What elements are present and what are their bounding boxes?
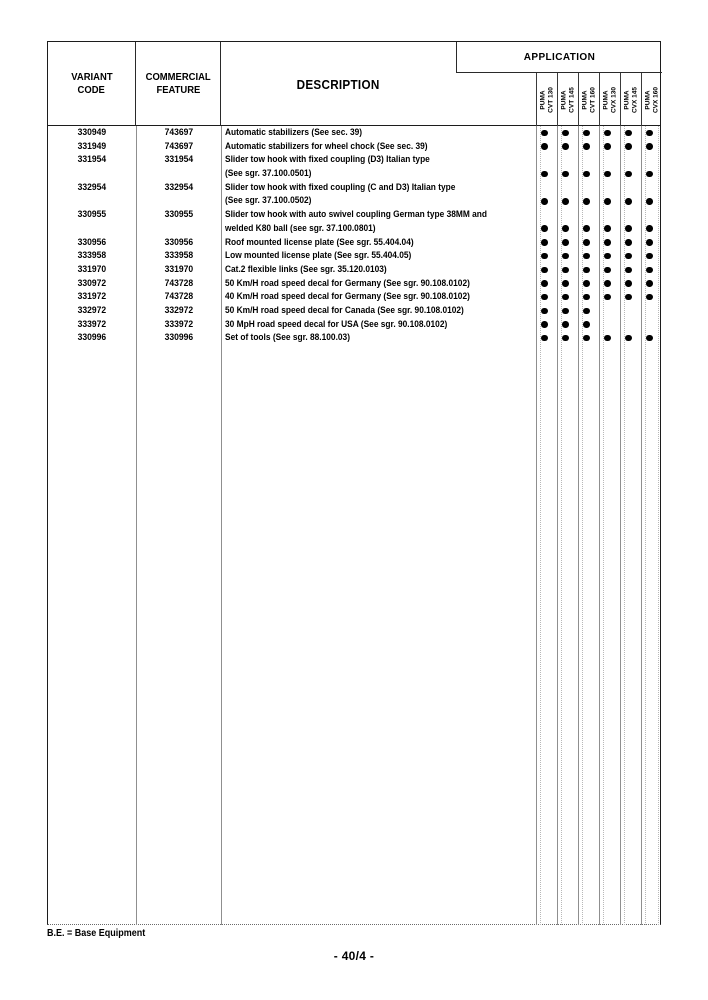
application-dot	[646, 294, 653, 301]
application-dot	[541, 321, 548, 328]
application-dot	[562, 267, 569, 274]
application-mark-slot	[639, 126, 660, 140]
application-dot	[541, 253, 548, 260]
application-mark-slot	[618, 140, 639, 154]
application-dot	[583, 294, 590, 301]
description-line: 50 Km/H road speed decal for Canada (See sgr. 90.108.0102)	[225, 304, 464, 316]
application-dot	[646, 253, 653, 260]
application-dot	[604, 198, 611, 205]
table-row	[48, 249, 660, 263]
application-dot	[625, 280, 632, 287]
application-mark-slot	[576, 318, 597, 332]
application-dot	[541, 225, 548, 232]
variant-code-cell: 330949	[77, 127, 107, 138]
application-marks	[534, 304, 660, 318]
application-mark-slot	[597, 290, 618, 304]
application-mark-slot	[597, 167, 618, 181]
commercial-feature-cell: 743697	[164, 140, 193, 152]
variant-code-header-line2: CODE	[77, 84, 106, 96]
table-row	[48, 126, 660, 140]
application-column-header-label: PUMA CVX 160	[644, 86, 659, 113]
application-column-header-6	[641, 73, 662, 126]
application-dot	[646, 267, 653, 274]
application-dot	[562, 225, 569, 232]
variant-code-cell: 330955	[77, 209, 107, 221]
description-cell	[225, 208, 530, 235]
application-mark-slot	[597, 140, 618, 154]
application-mark-slot	[534, 236, 555, 250]
application-mark-slot	[576, 236, 597, 250]
description-cell	[225, 181, 530, 208]
description-line: welded K80 ball (see sgr. 37.100.0801)	[225, 222, 376, 234]
application-mark-slot	[618, 126, 639, 140]
application-dot	[604, 171, 611, 178]
application-mark-slot	[576, 331, 597, 345]
application-column-header-label: PUMA CVT 130	[539, 86, 554, 113]
application-mark-slot	[618, 331, 639, 345]
description-cell	[225, 277, 530, 291]
variant-code-cell: 332954	[77, 181, 107, 193]
application-mark-slot	[576, 222, 597, 236]
description-line: Slider tow hook with fixed coupling (D3) Italian type	[225, 154, 430, 166]
application-mark-slot	[618, 277, 639, 291]
description-cell	[225, 304, 530, 318]
description-cell	[225, 140, 530, 154]
application-dot	[541, 267, 548, 274]
application-mark-slot	[555, 126, 576, 140]
application-dot	[541, 294, 548, 301]
application-header-box	[456, 42, 662, 73]
application-marks	[534, 249, 660, 263]
table-row	[48, 181, 660, 208]
application-column-header-2	[557, 73, 578, 126]
application-column-header-1	[536, 73, 557, 126]
application-dot	[541, 198, 548, 205]
application-dot	[625, 253, 632, 260]
application-dot	[583, 239, 590, 246]
table-row	[48, 318, 660, 332]
table-row	[48, 331, 660, 345]
application-marks	[534, 290, 660, 304]
application-column-header-3	[578, 73, 599, 126]
application-dot	[604, 253, 611, 260]
description-line: Low mounted license plate (See sgr. 55.404.05)	[225, 250, 412, 262]
application-marks	[534, 222, 660, 236]
application-mark-slot	[555, 263, 576, 277]
application-mark-slot	[576, 249, 597, 263]
variant-code-cell: 332972	[77, 304, 107, 316]
application-dot	[625, 294, 632, 301]
variant-code-cell: 331972	[77, 291, 107, 303]
application-marks	[534, 167, 660, 181]
table-row	[48, 140, 660, 154]
description-line: Automatic stabilizers for wheel chock (See sec. 39)	[225, 140, 428, 152]
application-dot	[583, 143, 590, 150]
application-dot	[562, 171, 569, 178]
description-cell	[225, 290, 530, 304]
application-dot	[541, 171, 548, 178]
application-mark-slot	[555, 194, 576, 208]
application-column-header-4	[599, 73, 620, 126]
application-mark-slot	[576, 126, 597, 140]
application-mark-slot	[618, 194, 639, 208]
application-mark-slot	[597, 222, 618, 236]
commercial-feature-cell: 743728	[164, 277, 193, 289]
application-mark-slot	[618, 167, 639, 181]
application-dot	[625, 198, 632, 205]
application-dot	[646, 143, 653, 150]
application-dot	[625, 130, 632, 137]
application-dot	[646, 239, 653, 246]
application-dot	[583, 321, 590, 328]
application-column-header-label: PUMA CVT 160	[581, 86, 596, 113]
commercial-feature-cell: 332972	[164, 304, 193, 316]
application-mark-slot	[576, 194, 597, 208]
commercial-feature-cell: 330996	[164, 332, 193, 344]
commercial-feature-header-line2: FEATURE	[156, 84, 200, 96]
application-mark-slot	[618, 249, 639, 263]
application-mark-slot	[597, 249, 618, 263]
description-cell	[225, 331, 530, 345]
application-mark-slot	[534, 331, 555, 345]
description-line: (See sgr. 37.100.0502)	[225, 195, 312, 207]
description-cell	[225, 126, 530, 140]
application-mark-slot	[639, 140, 660, 154]
application-mark-slot	[597, 194, 618, 208]
application-column-header-label: PUMA CVT 145	[560, 86, 575, 113]
description-line: Cat.2 flexible links (See sgr. 35.120.0103)	[225, 263, 387, 275]
application-mark-slot	[618, 290, 639, 304]
table-row	[48, 236, 660, 250]
application-mark-slot	[597, 236, 618, 250]
variant-code-cell: 333972	[77, 318, 107, 330]
table-body	[48, 126, 660, 925]
table-row	[48, 208, 660, 235]
application-mark-slot	[534, 290, 555, 304]
application-marks	[534, 318, 660, 332]
application-columns	[536, 73, 662, 126]
application-dot	[583, 171, 590, 178]
application-dot	[583, 308, 590, 315]
description-line: 30 MpH road speed decal for USA (See sgr. 90.108.0102)	[225, 318, 448, 330]
page-number: - 40/4 -	[333, 949, 375, 963]
application-dot	[646, 225, 653, 232]
description-line: 40 Km/H road speed decal for Germany (See sgr. 90.108.0102)	[225, 291, 470, 303]
variant-code-cell: 330996	[77, 332, 107, 344]
variant-code-header	[48, 42, 136, 126]
application-dot	[583, 253, 590, 260]
variant-code-header-line1: VARIANT	[70, 71, 113, 83]
application-dot	[583, 267, 590, 274]
application-mark-slot	[639, 277, 660, 291]
application-mark-slot	[576, 304, 597, 318]
application-dot	[646, 130, 653, 137]
table-row	[48, 290, 660, 304]
application-mark-slot	[534, 167, 555, 181]
table-row	[48, 277, 660, 291]
application-mark-slot-empty	[618, 318, 639, 332]
variant-code-cell: 331954	[77, 154, 107, 166]
description-header	[221, 42, 456, 126]
application-mark-slot	[576, 140, 597, 154]
variant-code-cell: 330972	[77, 277, 107, 289]
application-mark-slot	[555, 249, 576, 263]
application-marks	[534, 236, 660, 250]
application-marks	[534, 126, 660, 140]
application-column-header-5	[620, 73, 641, 126]
application-dot	[562, 308, 569, 315]
application-mark-slot	[597, 263, 618, 277]
application-mark-slot	[639, 167, 660, 181]
description-line: Roof mounted license plate (See sgr. 55.404.04)	[225, 236, 414, 248]
footer-note	[47, 928, 156, 939]
application-header-label: APPLICATION	[523, 51, 596, 63]
application-marks	[534, 277, 660, 291]
description-cell	[225, 318, 530, 332]
application-mark-slot	[534, 222, 555, 236]
application-dot	[562, 239, 569, 246]
application-dot	[541, 239, 548, 246]
commercial-feature-cell: 333958	[164, 250, 193, 262]
application-mark-slot	[639, 331, 660, 345]
commercial-feature-cell: 743697	[164, 127, 193, 138]
description-header-label: DESCRIPTION	[297, 76, 380, 92]
application-dot	[562, 335, 569, 342]
table-header	[48, 42, 660, 126]
table-row	[48, 263, 660, 277]
application-mark-slot	[639, 194, 660, 208]
application-marks	[534, 140, 660, 154]
application-dot	[583, 198, 590, 205]
application-mark-slot	[639, 236, 660, 250]
application-mark-slot	[639, 249, 660, 263]
application-mark-slot	[555, 318, 576, 332]
commercial-feature-cell: 333972	[164, 318, 193, 330]
application-dot	[583, 335, 590, 342]
application-dot	[583, 130, 590, 137]
commercial-feature-cell: 331954	[164, 154, 193, 166]
application-dot	[646, 198, 653, 205]
variant-code-cell: 331949	[77, 140, 107, 152]
description-line: Slider tow hook with auto swivel coupling German type 38MM and	[225, 209, 487, 221]
application-column-header-label: PUMA CVX 130	[602, 86, 617, 113]
application-dot	[604, 267, 611, 274]
application-mark-slot	[534, 263, 555, 277]
application-mark-slot-empty	[639, 318, 660, 332]
application-dot	[604, 335, 611, 342]
description-line: Set of tools (See sgr. 88.100.03)	[225, 332, 351, 344]
application-mark-slot	[576, 277, 597, 291]
application-dot	[583, 225, 590, 232]
application-mark-slot	[555, 304, 576, 318]
application-dot	[604, 239, 611, 246]
application-mark-slot	[534, 194, 555, 208]
description-line: Automatic stabilizers (See sec. 39)	[225, 127, 363, 138]
application-dot	[541, 130, 548, 137]
application-mark-slot	[639, 222, 660, 236]
table-row	[48, 304, 660, 318]
application-dot	[604, 130, 611, 137]
application-marks	[534, 194, 660, 208]
application-dot	[625, 225, 632, 232]
application-dot	[646, 335, 653, 342]
footer-note-text: B.E. = Base Equipment	[47, 928, 146, 939]
application-mark-slot	[597, 126, 618, 140]
application-mark-slot	[555, 331, 576, 345]
description-cell	[225, 249, 530, 263]
application-dot	[625, 335, 632, 342]
application-dot	[541, 335, 548, 342]
application-marks	[534, 331, 660, 345]
application-dot	[646, 280, 653, 287]
application-mark-slot	[576, 290, 597, 304]
application-mark-slot-empty	[618, 304, 639, 318]
description-cell	[225, 153, 530, 180]
commercial-feature-header	[136, 42, 221, 126]
application-mark-slot	[639, 263, 660, 277]
application-dot	[625, 171, 632, 178]
application-dot	[604, 280, 611, 287]
application-mark-slot	[534, 140, 555, 154]
commercial-feature-cell: 331970	[164, 263, 193, 275]
application-dot	[646, 171, 653, 178]
application-mark-slot	[555, 290, 576, 304]
application-dot	[562, 198, 569, 205]
application-mark-slot	[555, 236, 576, 250]
application-mark-slot	[555, 222, 576, 236]
description-line: 50 Km/H road speed decal for Germany (See sgr. 90.108.0102)	[225, 277, 470, 289]
application-mark-slot	[618, 263, 639, 277]
application-dot	[583, 280, 590, 287]
application-mark-slot	[576, 167, 597, 181]
description-cell	[225, 263, 530, 277]
application-mark-slot	[597, 331, 618, 345]
commercial-feature-cell: 330956	[164, 236, 193, 248]
application-dot	[562, 280, 569, 287]
application-mark-slot	[534, 318, 555, 332]
application-dot	[604, 225, 611, 232]
application-mark-slot	[555, 167, 576, 181]
application-mark-slot	[534, 304, 555, 318]
application-column-header-label: PUMA CVX 145	[623, 86, 638, 113]
application-mark-slot-empty	[597, 318, 618, 332]
application-dot	[562, 130, 569, 137]
table-rows	[48, 126, 660, 345]
variant-code-cell: 331970	[77, 263, 107, 275]
application-dot	[604, 143, 611, 150]
commercial-feature-header-line1: COMMERCIAL	[145, 71, 211, 83]
variant-code-cell: 333958	[77, 250, 107, 262]
application-mark-slot	[618, 236, 639, 250]
application-mark-slot	[555, 277, 576, 291]
variant-code-cell: 330956	[77, 236, 107, 248]
application-dot	[562, 321, 569, 328]
commercial-feature-cell: 332954	[164, 181, 193, 193]
application-dot	[625, 267, 632, 274]
table-row	[48, 153, 660, 180]
description-line: (See sgr. 37.100.0501)	[225, 168, 312, 180]
application-dot	[604, 294, 611, 301]
application-mark-slot	[639, 290, 660, 304]
application-mark-slot	[597, 277, 618, 291]
application-dot	[541, 280, 548, 287]
application-mark-slot	[534, 249, 555, 263]
application-marks	[534, 263, 660, 277]
application-dot	[541, 143, 548, 150]
variant-table	[47, 41, 661, 925]
commercial-feature-cell: 330955	[164, 209, 193, 221]
application-dot	[562, 253, 569, 260]
description-line: Slider tow hook with fixed coupling (C and D3) Italian type	[225, 181, 456, 193]
application-mark-slot	[534, 126, 555, 140]
application-mark-slot-empty	[597, 304, 618, 318]
application-mark-slot-empty	[639, 304, 660, 318]
application-mark-slot	[576, 263, 597, 277]
application-mark-slot	[618, 222, 639, 236]
application-dot	[625, 143, 632, 150]
application-dot	[625, 239, 632, 246]
description-cell	[225, 236, 530, 250]
application-mark-slot	[555, 140, 576, 154]
commercial-feature-cell: 743728	[164, 291, 193, 303]
application-mark-slot	[534, 277, 555, 291]
application-dot	[541, 308, 548, 315]
application-dot	[562, 143, 569, 150]
application-dot	[562, 294, 569, 301]
